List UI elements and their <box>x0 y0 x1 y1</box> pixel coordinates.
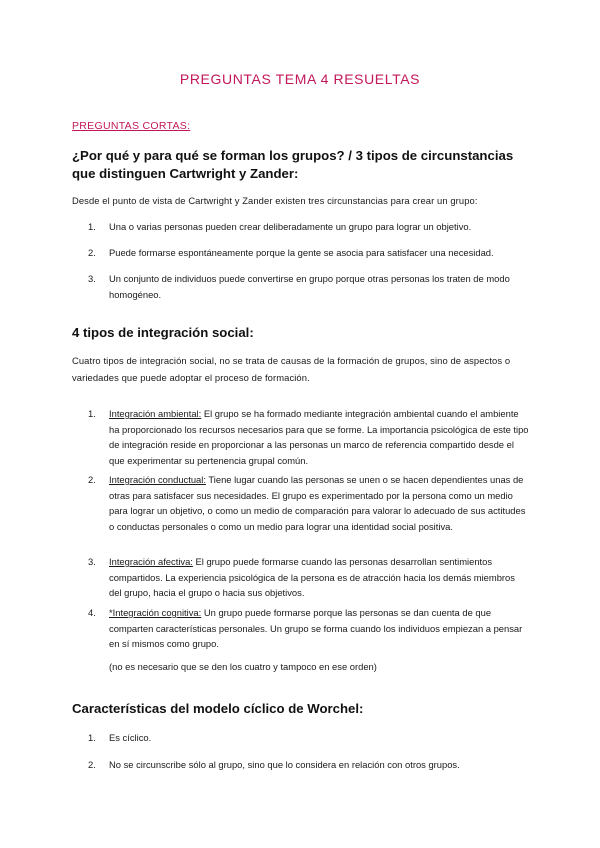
list-text: Un conjunto de individuos puede convertirse en grupo porque otras personas los traten de modo homogéneo. <box>109 273 510 300</box>
section3-heading: Características del modelo cíclico de Worchel: <box>72 701 364 716</box>
list-number: 2. <box>88 247 96 258</box>
list-text: El grupo se ha formado mediante integración ambiental cuando el ambiente ha proporcionado los recursos necesarios para que se forme. La importancia psicológica de este tipo de integración reside en proporcionar a las personas un marco de referencia compartido desde el que experimentar su pertenencia grupal común. <box>109 408 529 466</box>
section2-heading: 4 tipos de integración social: <box>72 325 254 340</box>
section1-intro: Desde el punto de vista de Cartwright y Zander existen tres circunstancias para crear un grupo: <box>72 195 478 206</box>
list-number: 3. <box>88 273 96 284</box>
term-label: Integración ambiental: <box>109 408 202 419</box>
list-number: 2. <box>88 759 96 770</box>
list-number: 4. <box>88 607 96 618</box>
list-text: Es cíclico. <box>109 732 152 743</box>
list-text: No se circunscribe sólo al grupo, sino que lo considera en relación con otros grupos. <box>109 759 460 770</box>
list-number: 1. <box>88 732 96 743</box>
list-text: Una o varias personas pueden crear deliberadamente un grupo para lograr un objetivo. <box>109 221 472 232</box>
list-number: 3. <box>88 556 96 567</box>
list-text: Tiene lugar cuando las personas se unen o se hacen dependientes unas de otras para satisfacer sus necesidades. El grupo es experimentado por la persona como un medio para lograr un objetivo, o como un medio de comparación para valorar lo adecuado de sus actitudes o conductas personales o como un medio para lograr una identidad social positiva. <box>109 474 526 532</box>
term-label: Integración conductual: <box>109 474 206 485</box>
list-text: Puede formarse espontáneamente porque la gente se asocia para satisfacer una necesidad. <box>109 247 494 258</box>
list-text: Un grupo puede formarse porque las personas se dan cuenta de que comparten características personales. Un grupo se forma cuando los individuos empiezan a pensar en sí mismos como grupo. <box>109 607 523 649</box>
document-title: PREGUNTAS TEMA 4 RESUELTAS <box>179 71 421 87</box>
section2-intro: Cuatro tipos de integración social, no se trata de causas de la formación de grupos, sino de aspectos o variedades que puede adoptar el proceso de formación. <box>72 355 511 383</box>
list-number: 1. <box>88 221 96 232</box>
list-number: 1. <box>88 408 96 419</box>
term-label: Integración afectiva: <box>109 556 193 567</box>
footnote: (no es necesario que se den los cuatro y tampoco en ese orden) <box>109 661 377 672</box>
section-label: PREGUNTAS CORTAS: <box>72 120 191 132</box>
section1-heading: ¿Por qué y para qué se forman los grupos? / 3 tipos de circunstancias que distinguen Cartwright y Zander: <box>72 148 514 181</box>
term-label: *Integración cognitiva: <box>109 607 202 618</box>
list-text: El grupo puede formarse cuando las personas desarrollan sentimientos compartidos. La experiencia psicológica de la persona es de atracción hacia los demás miembros del grupo, hacia el grupo o hacia sus objetivos. <box>109 556 515 598</box>
list-number: 2. <box>88 474 96 485</box>
